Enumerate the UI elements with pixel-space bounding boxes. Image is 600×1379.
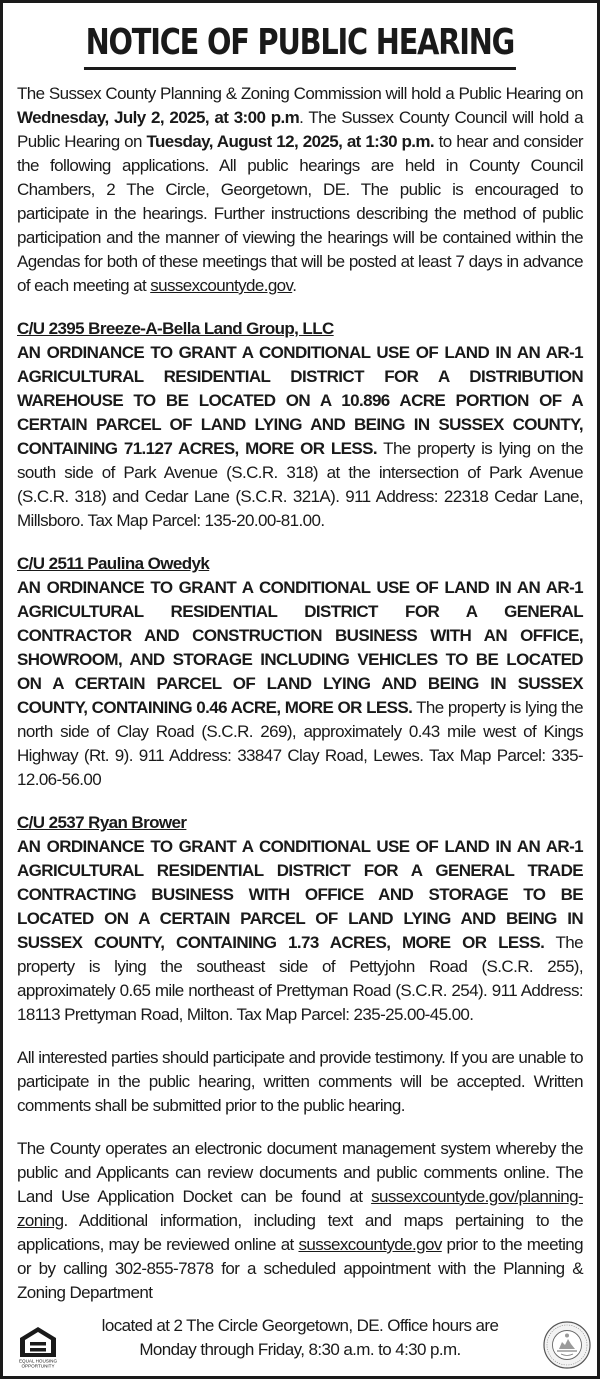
case-heading: C/U 2511 Paulina Owedyk [17, 554, 210, 573]
office-hours-line: Monday through Friday, 8:30 a.m. to 4:30 p.m. [139, 1340, 461, 1359]
case-heading: C/U 2395 Breeze-A-Bella Land Group, LLC [17, 319, 334, 338]
case-details: The property is lying on the south side of Park Avenue (S.C.R. 318) at the intersection of Park Avenue (S.C.R. 318) and Cedar Lane (S.C.R. 321A). 911 Address: 22318 Cedar Lane, Millsboro. Tax Map Parcel: 135-20.00-81.00. [17, 439, 584, 530]
planning-hearing-date: Wednesday, July 2, 2025, at 3:00 p.m [17, 108, 300, 127]
case-details: The property is lying the north side of Clay Road (S.C.R. 269), approximately 0.43 mile west of Kings Highway (Rt. 9). 911 Address: 33847 Clay Road, Lewes. Tax Map Parcel: 335-12.06-56.00 [17, 698, 583, 789]
title-area [3, 3, 597, 70]
case-ordinance: AN ORDINANCE TO GRANT A CONDITIONAL USE OF LAND IN AN AR-1 AGRICULTURAL RESIDENTIAL DISTRICT FOR A GENERAL CONTRACTOR AND CONSTRUCTION BUSINESS WITH AN OFFICE, SHOWROOM, AND STORAGE INCLUDING VEHICLES TO BE LOCATED ON A CERTAIN PARCEL OF LAND LYING AND BEING IN SUSSEX COUNTY, CONTAINING 0.46 ACRE, MORE OR LESS. [17, 578, 583, 717]
case-details: The property is lying the southeast side of Pettyjohn Road (S.C.R. 255), approximately 0.65 mile northeast of Prettyman Road (S.C.R. 254). 911 Address: 18113 Prettyman Road, Milton. Tax Map Parcel: 235-25.00-45.00. [17, 933, 584, 1024]
eho-caption-line2: OPPORTUNITY [21, 1363, 55, 1369]
docs-text-3: prior to the meeting or by calling 302-855-7878 for a scheduled appointment with the Planning & Zoning Department [17, 1235, 584, 1302]
participation-paragraph: All interested parties should participate and provide testimony. If you are unable to participate in the public hearing, written comments will be accepted. Written comments shall be submitted prior to the public hearing. [17, 1048, 583, 1115]
case-ordinance: AN ORDINANCE TO GRANT A CONDITIONAL USE OF LAND IN AN AR-1 AGRICULTURAL RESIDENTIAL DISTRICT FOR A GENERAL TRADE CONTRACTING BUSINESS WITH OFFICE AND STORAGE TO BE LOCATED ON A CERTAIN PARCEL OF LAND LYING AND BEING IN SUSSEX COUNTY, CONTAINING 1.73 ACRES, MORE OR LESS. [17, 837, 583, 952]
documents-paragraph [17, 1137, 583, 1305]
case-ordinance: AN ORDINANCE TO GRANT A CONDITIONAL USE OF LAND IN AN AR-1 AGRICULTURAL RESIDENTIAL DISTRICT FOR A DISTRIBUTION WAREHOUSE TO BE LOCATED ON A 10.896 ACRE PORTION OF A CERTAIN PARCEL OF LAND LYING AND BEING IN SUSSEX COUNTY, CONTAINING 71.127 ACRES, MORE OR LESS. [17, 343, 583, 458]
notice-title: NOTICE OF PUBLIC HEARING [84, 21, 516, 70]
docs-text-2: . Additional information, including text and maps pertaining to the applications, may be reviewed online at [17, 1211, 583, 1254]
intro-text-1: The Sussex County Planning & Zoning Commission will hold a Public Hearing on [17, 84, 583, 103]
county-seal-icon [543, 1321, 591, 1369]
case-block [17, 552, 583, 792]
case-block [17, 317, 583, 533]
eho-caption-line1: EQUAL HOUSING [18, 1358, 58, 1364]
planning-zoning-link[interactable]: sussexcountyde.gov/planning-zoning [17, 1187, 583, 1230]
council-hearing-date: Tuesday, August 12, 2025, at 1:30 p.m. [146, 132, 435, 151]
notice-body [3, 70, 597, 1362]
docs-text-1: The County operates an electronic document management system whereby the public and Applicants can review documents and public comments online. The Land Use Application Docket can be found at [17, 1139, 583, 1206]
intro-paragraph [17, 82, 583, 298]
case-block [17, 811, 583, 1027]
office-hours [17, 1314, 583, 1362]
county-website-link[interactable]: sussexcountyde.gov [150, 276, 293, 295]
case-heading: C/U 2537 Ryan Brower [17, 813, 187, 832]
intro-text-3: to hear and consider the following applications. All public hearings are held in County Council Chambers, 2 The Circle, Georgetown, DE. The public is encouraged to participate in the hearings. Further instructions describing the method of public participation and the manner of viewing the hearings will be contained within the Agendas for both of these meetings that will be posted at least 7 days in advance of each meeting at [17, 132, 583, 295]
intro-text-2: . The Sussex County Council will hold a Public Hearing on [17, 108, 583, 151]
office-location-line: located at 2 The Circle Georgetown, DE. Office hours are [101, 1316, 499, 1335]
equal-housing-opportunity-icon [17, 1325, 59, 1369]
county-website-link[interactable]: sussexcountyde.gov [298, 1235, 442, 1254]
intro-text-4: . [292, 276, 297, 295]
